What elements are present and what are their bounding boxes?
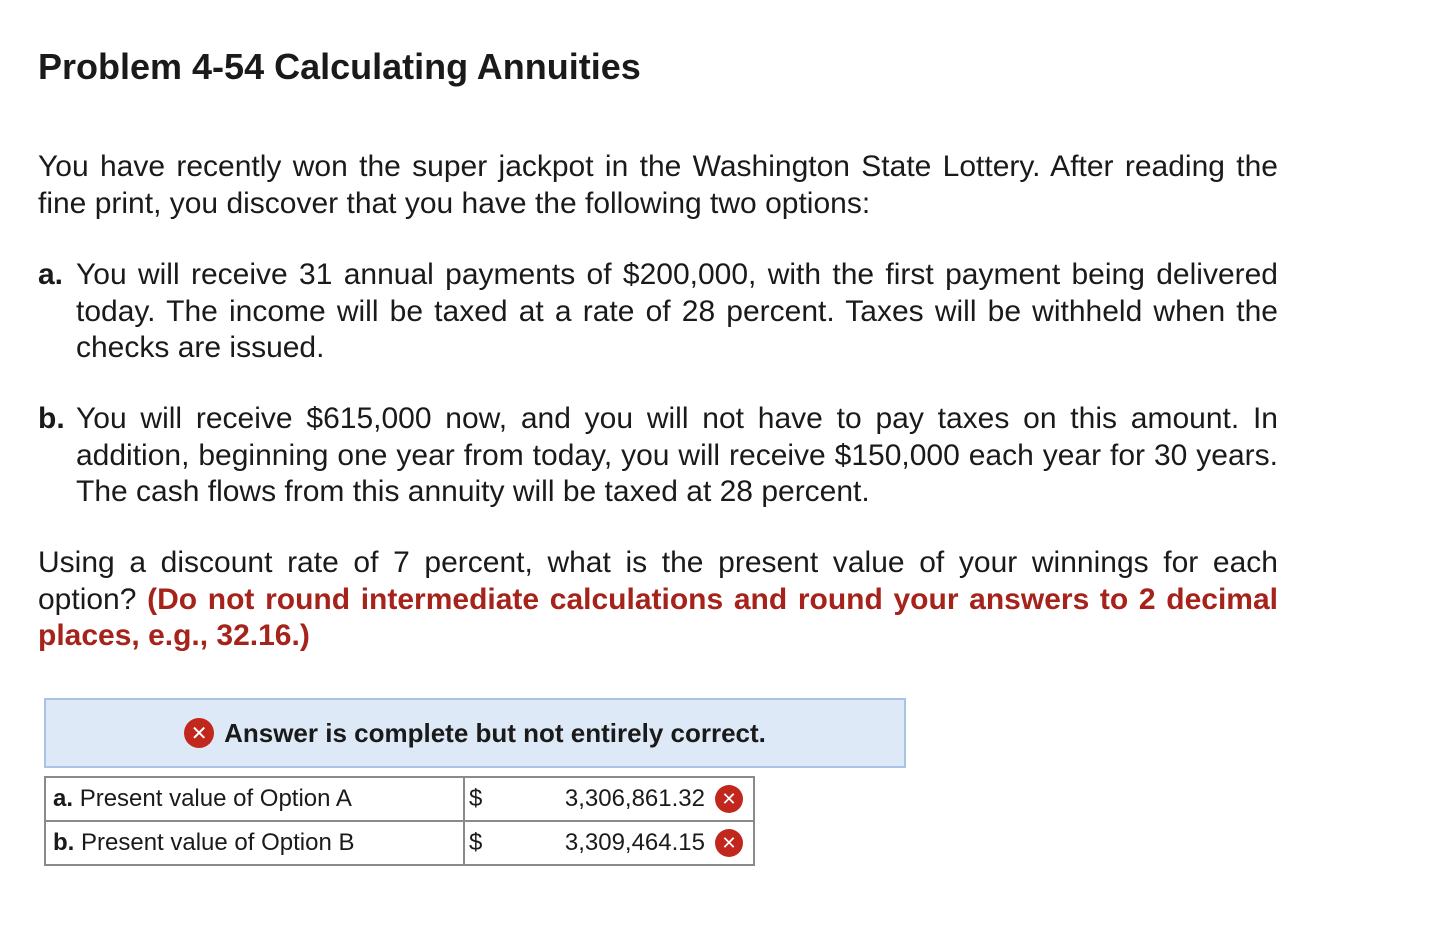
option-b-text: You will receive $615,000 now, and you will not have to pay taxes on this amount. In addition, beginning one year from today, you will receive $150,000 each year for 30 years. The cash flows from this annuity will be taxed at 28 percent. — [76, 402, 1278, 508]
rounding-instruction: (Do not round intermediate calculations and round your answers to 2 decimal places, e.g., 32.16.) — [38, 582, 1278, 652]
x-circle-icon: ✕ — [184, 718, 214, 748]
answer-row-b — [45, 821, 754, 865]
intro-paragraph: You have recently won the super jackpot in the Washington State Lottery. After reading the fine print, you discover that you have the following two options: — [38, 150, 1278, 220]
currency-symbol: $ — [469, 785, 483, 812]
answer-row-b-letter: b. — [53, 829, 75, 856]
answer-table — [44, 776, 755, 866]
answer-row-b-label — [45, 821, 464, 865]
question-paragraph — [38, 545, 1278, 655]
answer-row-b-value-cell[interactable] — [464, 821, 754, 865]
answer-row-a-label — [45, 777, 464, 821]
answer-row-a — [45, 777, 754, 821]
feedback-banner — [44, 698, 906, 768]
answer-row-a-letter: a. — [53, 785, 74, 812]
answer-row-a-label-text: Present value of Option A — [79, 785, 352, 812]
incorrect-x-icon: ✕ — [715, 785, 743, 813]
question-text: Using a discount rate of 7 percent, what is the present value of your winnings for each option? — [38, 546, 1278, 616]
option-a-text: You will receive 31 annual payments of $200,000, with the first payment being delivered today. The income will be taxed at a rate of 28 percent. Taxes will be withheld when the checks are issued. — [76, 258, 1278, 364]
page-title: Problem 4-54 Calculating Annuities — [38, 46, 641, 87]
option-a-letter: a. — [38, 258, 64, 291]
option-a — [38, 257, 1278, 367]
option-b — [38, 401, 1278, 511]
option-b-letter: b. — [38, 402, 65, 435]
present-value-a-field[interactable]: 3,306,861.32 — [564, 785, 705, 812]
currency-symbol: $ — [469, 829, 483, 856]
incorrect-x-icon: ✕ — [715, 829, 743, 857]
feedback-message: Answer is complete but not entirely correct. — [224, 717, 766, 748]
present-value-b-field[interactable]: 3,309,464.15 — [564, 829, 705, 856]
answer-row-a-value-cell[interactable] — [464, 777, 754, 821]
answer-row-b-label-text: Present value of Option B — [81, 829, 355, 856]
